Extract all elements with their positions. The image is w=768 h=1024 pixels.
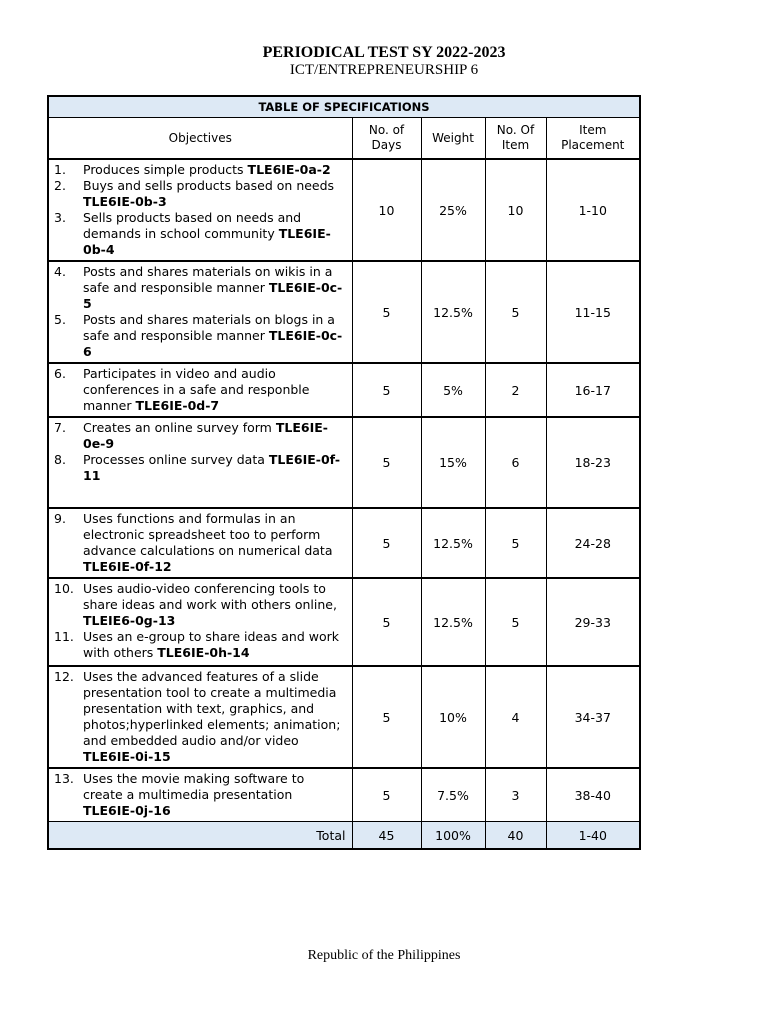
- objective-text: Processes online survey data: [83, 452, 269, 467]
- objective-number: 2.: [54, 178, 66, 193]
- days-cell: 5: [352, 666, 421, 768]
- objective-text-wrap: [83, 771, 346, 819]
- weight-cell: 5%: [421, 363, 485, 417]
- specifications-table: [47, 95, 641, 850]
- table-row: [48, 417, 640, 508]
- total-days: 45: [352, 822, 421, 850]
- weight-cell: 25%: [421, 159, 485, 261]
- placement-cell: 1-10: [546, 159, 640, 261]
- objective-text: Uses an e-group to share ideas and work with others: [83, 629, 339, 660]
- weight-cell: 12.5%: [421, 261, 485, 363]
- objectives-cell: [48, 666, 352, 768]
- objective-item: [54, 210, 346, 258]
- objective-number: 10.: [54, 581, 74, 596]
- days-cell: 10: [352, 159, 421, 261]
- table-caption: TABLE OF SPECIFICATIONS: [48, 96, 640, 118]
- placement-cell: 16-17: [546, 363, 640, 417]
- competency-code: TLE6IE-0b-3: [83, 194, 167, 209]
- items-cell: 4: [485, 666, 546, 768]
- objective-number: 5.: [54, 312, 66, 327]
- items-cell: 10: [485, 159, 546, 261]
- objective-number: 13.: [54, 771, 74, 786]
- page-title: PERIODICAL TEST SY 2022-2023: [262, 44, 506, 61]
- days-cell: 5: [352, 768, 421, 822]
- weight-cell: 12.5%: [421, 578, 485, 666]
- objective-text: Buys and sells products based on needs: [83, 178, 335, 193]
- objective-item: [54, 669, 346, 765]
- table-row: [48, 261, 640, 363]
- objective-text-wrap: [83, 420, 346, 452]
- objectives-cell: [48, 363, 352, 417]
- objective-item: [54, 581, 346, 629]
- objective-item: [54, 264, 346, 312]
- total-row: [48, 822, 640, 850]
- footer-text: Republic of the Philippines: [307, 948, 461, 963]
- objectives-cell: [48, 417, 352, 508]
- table-row: [48, 508, 640, 578]
- objective-text-wrap: [83, 162, 346, 178]
- placement-cell: 29-33: [546, 578, 640, 666]
- objective-number: 3.: [54, 210, 66, 225]
- objective-number: 6.: [54, 366, 66, 381]
- competency-code: TLE6IE-0e-9: [83, 420, 328, 451]
- competency-code: TLEIE6-0g-13: [83, 613, 176, 628]
- objective-item: [54, 162, 346, 178]
- objective-number: 8.: [54, 452, 66, 467]
- items-cell: 5: [485, 578, 546, 666]
- competency-code: TLE6IE-0i-15: [83, 749, 171, 764]
- competency-code: TLE6IE-0a-2: [247, 162, 331, 177]
- objective-item: [54, 366, 346, 414]
- weight-cell: 7.5%: [421, 768, 485, 822]
- days-cell: 5: [352, 417, 421, 508]
- objective-text: Uses the movie making software to create a multimedia presentation: [83, 771, 305, 802]
- competency-code: TLE6IE-0c-5: [83, 280, 343, 311]
- objective-number: 7.: [54, 420, 66, 435]
- table-row: [48, 159, 640, 261]
- objective-item: [54, 420, 346, 452]
- objective-text: Sells products based on needs and demands in school community: [83, 210, 302, 241]
- objective-text: Uses functions and formulas in an electronic spreadsheet too to perform advance calculations on numerical data: [83, 511, 333, 558]
- objective-number: 1.: [54, 162, 66, 177]
- objective-item: [54, 452, 346, 484]
- placement-cell: 24-28: [546, 508, 640, 578]
- items-cell: 5: [485, 508, 546, 578]
- objective-text-wrap: [83, 210, 346, 258]
- column-header-days: No. of Days: [352, 118, 421, 160]
- column-header-items: No. Of Item: [485, 118, 546, 160]
- placement-cell: 18-23: [546, 417, 640, 508]
- table-row: [48, 768, 640, 822]
- objectives-cell: [48, 768, 352, 822]
- total-items: 40: [485, 822, 546, 850]
- column-header-weight: Weight: [421, 118, 485, 160]
- total-placement: 1-40: [546, 822, 640, 850]
- objective-text-wrap: [83, 366, 346, 414]
- placement-cell: 38-40: [546, 768, 640, 822]
- table-row: [48, 578, 640, 666]
- objective-number: 4.: [54, 264, 66, 279]
- objective-item: [54, 178, 346, 210]
- objective-item: [54, 312, 346, 360]
- objective-item: [54, 629, 346, 661]
- competency-code: TLE6IE-0b-4: [83, 226, 331, 257]
- objective-text: Uses audio-video conferencing tools to share ideas and work with others online,: [83, 581, 337, 612]
- items-cell: 5: [485, 261, 546, 363]
- items-cell: 6: [485, 417, 546, 508]
- objective-text-wrap: [83, 629, 346, 661]
- objectives-cell: [48, 261, 352, 363]
- column-header-objectives: Objectives: [48, 118, 352, 160]
- objective-text-wrap: [83, 452, 346, 484]
- objective-text-wrap: [83, 511, 346, 575]
- table-row: [48, 363, 640, 417]
- competency-code: TLE6IE-0j-16: [83, 803, 171, 818]
- objective-item: [54, 511, 346, 575]
- objective-text-wrap: [83, 264, 346, 312]
- objective-text-wrap: [83, 669, 346, 765]
- placement-cell: 11-15: [546, 261, 640, 363]
- placement-cell: 34-37: [546, 666, 640, 768]
- objective-number: 9.: [54, 511, 66, 526]
- objective-text-wrap: [83, 581, 346, 629]
- objective-text: Participates in video and audio conferences in a safe and responble manner: [83, 366, 310, 413]
- total-label: Total: [48, 822, 352, 850]
- items-cell: 2: [485, 363, 546, 417]
- days-cell: 5: [352, 261, 421, 363]
- objective-text-wrap: [83, 312, 346, 360]
- competency-code: TLE6IE-0h-14: [157, 645, 250, 660]
- table-row: [48, 666, 640, 768]
- objective-text: Uses the advanced features of a slide presentation tool to create a multimedia presentation with text, graphics, and photos;hyperlinked elements; animation; and embedded audio and/or video: [83, 669, 341, 748]
- days-cell: 5: [352, 578, 421, 666]
- objective-text-wrap: [83, 178, 346, 210]
- objective-number: 11.: [54, 629, 74, 644]
- objective-number: 12.: [54, 669, 74, 684]
- objectives-cell: [48, 508, 352, 578]
- page-subtitle: ICT/ENTREPRENEURSHIP 6: [289, 62, 479, 78]
- competency-code: TLE6IE-0f-11: [83, 452, 341, 483]
- weight-cell: 10%: [421, 666, 485, 768]
- objective-text: Produces simple products: [83, 162, 248, 177]
- competency-code: TLE6IE-0d-7: [135, 398, 220, 413]
- competency-code: TLE6IE-0c-6: [83, 328, 343, 359]
- objective-item: [54, 771, 346, 819]
- objectives-cell: [48, 578, 352, 666]
- days-cell: 5: [352, 363, 421, 417]
- column-header-placement: Item Placement: [546, 118, 640, 160]
- total-weight: 100%: [421, 822, 485, 850]
- objectives-cell: [48, 159, 352, 261]
- objective-text: Posts and shares materials on wikis in a safe and responsible manner: [83, 264, 333, 295]
- competency-code: TLE6IE-0f-12: [83, 559, 172, 574]
- objective-text: Creates an online survey form: [83, 420, 276, 435]
- table-body: [48, 159, 640, 822]
- weight-cell: 15%: [421, 417, 485, 508]
- weight-cell: 12.5%: [421, 508, 485, 578]
- days-cell: 5: [352, 508, 421, 578]
- items-cell: 3: [485, 768, 546, 822]
- objective-text: Posts and shares materials on blogs in a safe and responsible manner: [83, 312, 335, 343]
